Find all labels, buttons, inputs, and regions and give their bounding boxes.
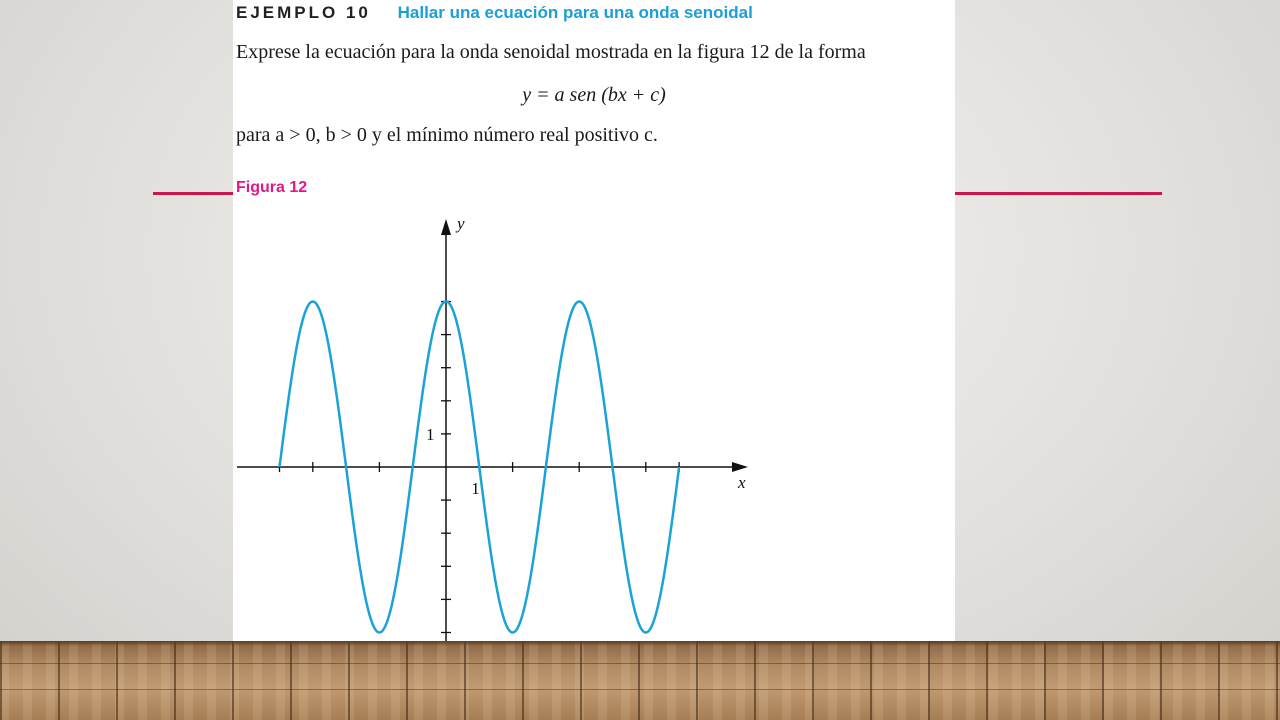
figure-label: Figura 12	[236, 179, 308, 196]
sine-graph	[233, 205, 773, 641]
equation	[233, 84, 955, 107]
floor-seam	[0, 689, 1280, 690]
conditions-text: para a > 0, b > 0 y el mínimo número real positivo c.	[236, 124, 658, 146]
accent-line-right	[955, 192, 1162, 195]
y-tick-label: 1	[426, 424, 435, 444]
equation-text: y = a sen (bx + c)	[522, 84, 666, 106]
wood-floor	[0, 641, 1280, 720]
y-axis-arrow	[441, 219, 451, 235]
y-axis-label: y	[457, 214, 465, 233]
document-page	[233, 0, 955, 641]
example-title: Hallar una ecuación para una onda senoidal	[397, 3, 753, 22]
x-axis-label: x	[738, 473, 746, 492]
x-axis-arrow	[732, 462, 748, 472]
example-number: EJEMPLO 10	[236, 3, 371, 22]
axes	[237, 219, 748, 641]
accent-line-left	[153, 192, 233, 195]
problem-statement: Exprese la ecuación para la onda senoidal mostrada en la figura 12 de la forma	[236, 41, 866, 63]
example-heading	[236, 3, 753, 23]
floor-seam	[0, 663, 1280, 664]
x-tick-label: 1	[471, 479, 480, 498]
